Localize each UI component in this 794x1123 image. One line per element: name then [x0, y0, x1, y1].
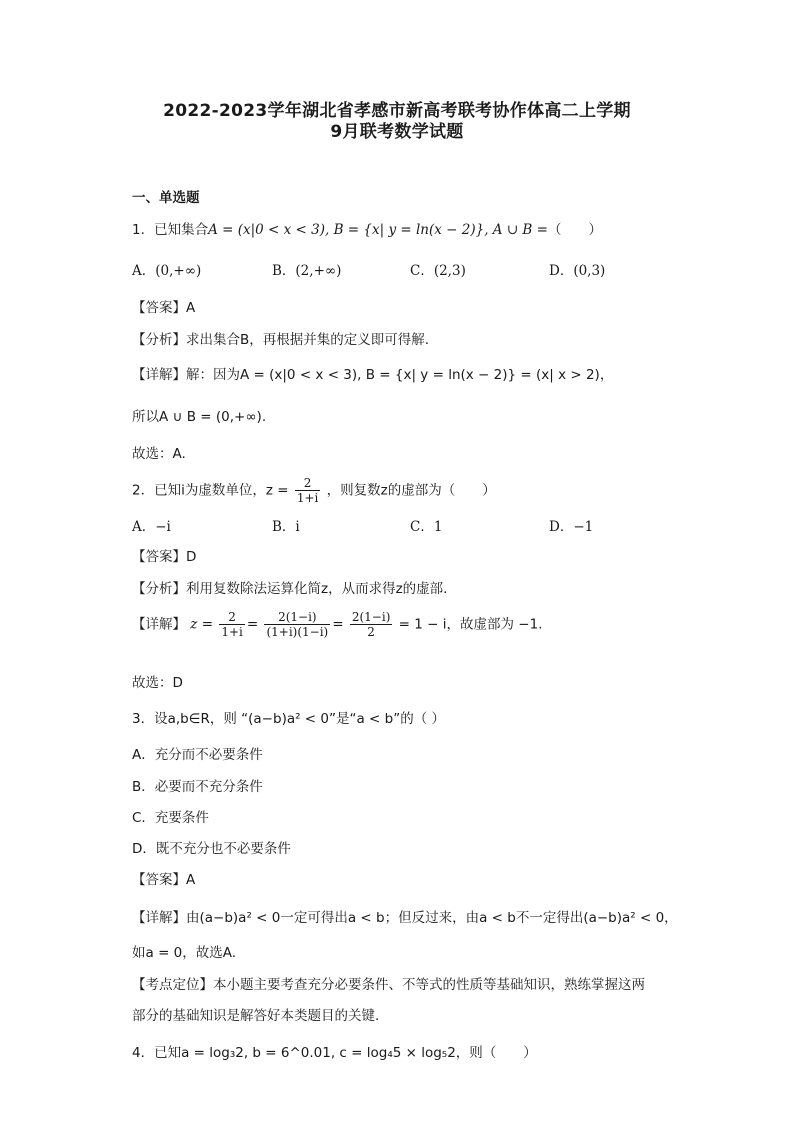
frac-num: 2(1−i) [264, 610, 330, 625]
q2-detail-frac-2 [264, 610, 330, 639]
q2-detail-frac-1 [219, 610, 245, 639]
detail-tag: 【详解】 [132, 616, 186, 633]
q1-analysis [132, 328, 429, 348]
q2-analysis [132, 577, 447, 597]
section-heading: 一、单选题 [132, 190, 200, 206]
q1-prefix: 1．已知集合 [132, 222, 209, 238]
q3-option-b: B．必要而不充分条件 [132, 779, 263, 795]
q2-detail-end: = 1 − i，故虚部为 −1. [398, 616, 543, 633]
q1-option-a: A．(0,+∞) [132, 263, 202, 279]
q2-detail: 【详解】 z = $\frac{2}{1+i}$ = $\frac{2(1-i)}{(1+i)(1-i)}$ = $\frac{2(1-i)}{2}$ = 1 − i，故虚部为 −1. [132, 610, 543, 639]
q2-num: 2 [295, 476, 321, 491]
answer-tag: 【答案】 [132, 300, 186, 316]
q2-detail-frac-3 [350, 610, 393, 639]
q2-fraction [295, 476, 321, 505]
q3-option-d: D．既不充分也不必要条件 [132, 841, 291, 857]
q3-option-c: C．充要条件 [132, 810, 209, 826]
q2-option-b: B．i [272, 519, 300, 535]
q1-detail [132, 363, 613, 383]
frac-den: 1+i [221, 625, 243, 639]
q1-expression: A = (x|0 < x < 3), B = {x| y = ln(x − 2)}, A ∪ B = [208, 222, 548, 238]
detail-tag: 【详解】 [132, 367, 186, 383]
answer-tag: 【答案】 [132, 549, 186, 565]
q1-option-d: D．(0,3) [549, 263, 606, 279]
q1-option-c: C．(2,3) [410, 263, 466, 279]
title-line-1: 2022-2023学年湖北省孝感市新高考联考协作体高二上学期 [163, 101, 631, 121]
q1-choose: 故选：A. [132, 446, 186, 462]
frac-num: 2(1−i) [351, 610, 391, 624]
q2-detail-lhs: z = [190, 616, 214, 633]
keypoint-tag: 【考点定位】 [132, 977, 213, 993]
q2-suffix: ，则复数z的虚部为（ ） [326, 482, 496, 499]
question-1-stem [132, 218, 602, 238]
q2-option-c: C．1 [410, 519, 443, 535]
q1-option-b: B．(2,+∞) [272, 263, 342, 279]
question-4-stem: 4．已知a = log₃2, b = 6^0.01, c = log₄5 × log₅2，则（ ） [132, 1045, 537, 1061]
q1-answer [132, 296, 195, 316]
q2-choose: 故选：D [132, 675, 183, 691]
analysis-text: 求出集合B，再根据并集的定义即可得解. [186, 332, 430, 348]
keypoint-text: 本小题主要考查充分必要条件、不等式的性质等基础知识，熟练掌握这两 [213, 977, 645, 993]
q2-den: 1+i [296, 491, 319, 505]
frac-num: 2 [219, 610, 245, 625]
answer-value: A [186, 872, 196, 888]
analysis-tag: 【分析】 [132, 332, 186, 348]
analysis-text: 利用复数除法运算化简z，从而求得z的虚部. [186, 581, 448, 597]
detail-tag: 【详解】 [132, 910, 186, 926]
q2-option-d: D．−1 [549, 519, 594, 535]
frac-den: 2 [367, 625, 375, 639]
q3-keypoint [132, 973, 645, 993]
answer-value: D [186, 549, 197, 565]
q3-detail [132, 906, 678, 926]
detail-text: 解：因为A = (x|0 < x < 3), B = {x| y = ln(x − 2)} = (x| x > 2)， [186, 367, 614, 383]
question-3-stem: 3．设a,b∈R，则 “(a−b)a² < 0”是“a < b”的（ ） [132, 711, 446, 727]
q3-detail-2: 如a = 0，故选A. [132, 945, 237, 961]
q3-answer [132, 868, 195, 888]
title-line-2: 9月联考数学试题 [330, 122, 464, 142]
q2-option-a: A．−i [132, 519, 171, 535]
q2-answer [132, 545, 196, 565]
detail-text: 由(a−b)a² < 0一定可得出a < b；但反过来，由a < b不一定得出(a−b)a² < 0， [186, 910, 678, 926]
q1-detail-2: 所以A ∪ B = (0,+∞). [132, 409, 267, 425]
q3-option-a: A．充分而不必要条件 [132, 747, 263, 763]
analysis-tag: 【分析】 [132, 581, 186, 597]
q3-keypoint-2: 部分的基础知识是解答好本类题目的关键. [132, 1008, 380, 1024]
answer-value: A [186, 300, 196, 316]
answer-tag: 【答案】 [132, 872, 186, 888]
q2-prefix: 2．已知i为虚数单位，z = [132, 482, 289, 499]
q1-paren: （ ） [547, 222, 602, 238]
frac-den: (1+i)(1−i) [266, 625, 329, 639]
question-2-stem [132, 476, 496, 505]
